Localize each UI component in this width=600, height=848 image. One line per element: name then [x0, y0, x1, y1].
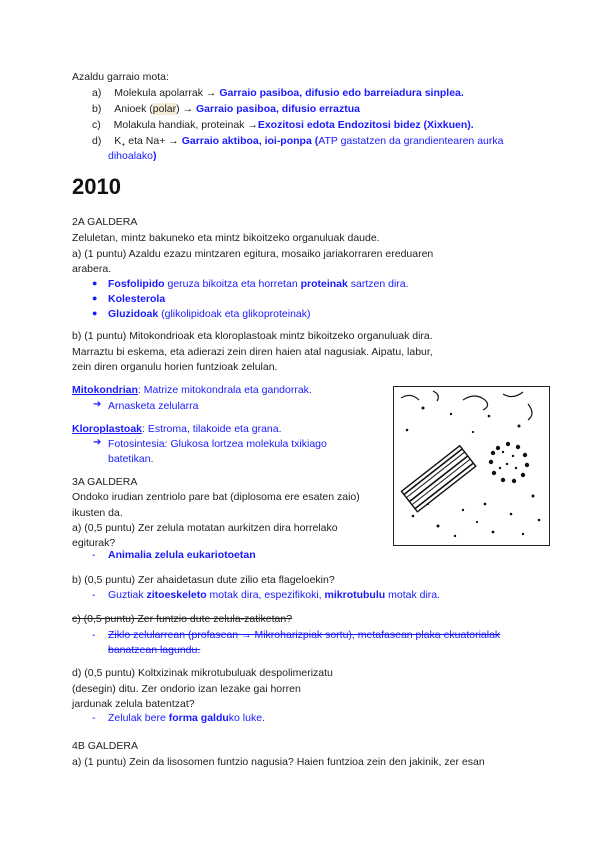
item-answer: Garraio aktiboa, ioi-ponpa (	[181, 135, 319, 147]
dash-marker: -	[92, 549, 96, 561]
bullet-text2: sartzen dira.	[347, 278, 409, 290]
q2a-b-line3: zein diren organulu horien funtzioak zelulan.	[72, 361, 278, 373]
bullet-bold2: proteinak	[300, 278, 348, 290]
kloro-title: Kloroplastoak	[72, 423, 143, 435]
bullet-text: (glikolipidoak eta glikoproteinak)	[158, 308, 311, 320]
q3a-intro1: Ondoko irudian zentriolo pare bat (diplosoma ere esaten zaio)	[72, 491, 360, 503]
item-note-cont: dihoalako	[108, 150, 153, 162]
item-close: )	[152, 150, 157, 162]
answer-bold1: zitoeskeleto	[146, 589, 207, 601]
q3a-b-question: b) (0,5 puntu) Zer ahaidetasun dute zilio eta flageloekin?	[72, 574, 335, 586]
q2a-bullet-1	[108, 278, 409, 290]
q2a-intro: Zeluletan, mintz bakuneko eta mintz bikoitzeko organuluak daude.	[72, 232, 380, 244]
item-note: ATP gastatzen da grandientearen aurka	[318, 135, 504, 147]
q2a-title: 2A GALDERA	[72, 216, 138, 228]
item-question: Anioek (	[114, 103, 153, 115]
intro-item-d-cont	[108, 150, 156, 162]
q3a-d-answer	[108, 712, 265, 724]
item-question-mid: ) →	[176, 103, 196, 115]
q2a-a-line2: arabera.	[72, 263, 112, 275]
q3a-d-line2: (desegin) ditu. Zer ondorio izan lezake gai horren	[72, 683, 301, 695]
kloro-line	[72, 423, 282, 435]
q3a-c-answer2: banatzean lagundu.	[108, 644, 201, 656]
q3a-a-line2: egiturak?	[72, 537, 116, 549]
answer-pre: Zelulak bere	[108, 712, 169, 724]
item-question-k: K	[114, 135, 122, 147]
answer-end: ko luke.	[228, 712, 265, 724]
answer-end: motak dira.	[385, 589, 441, 601]
q3a-b-answer	[108, 589, 440, 601]
item-marker: b)	[92, 103, 102, 115]
q2a-b-line2: Marraztu bi eskema, eta adierazi zein diren haien atal nagusiak. Aipatu, labur,	[72, 346, 433, 358]
item-marker: d)	[92, 135, 102, 147]
bullet-icon: ●	[92, 308, 98, 318]
item-question: Molekula apolarrak →	[114, 87, 220, 99]
dash-marker: -	[92, 712, 96, 724]
q3a-d-line1: d) (0,5 puntu) Koltxizinak mikrotubuluak despolimerizatu	[72, 667, 333, 679]
q2a-bullet-3	[108, 308, 311, 320]
highlighted-word: polar	[152, 103, 177, 115]
q3a-a-answer: Animalia zelula eukariotoetan	[108, 549, 256, 561]
item-answer: Exozitosi edota Endozitosi bidez (Xixkuen).	[257, 119, 474, 131]
arrow-right-icon: ➔	[93, 437, 102, 448]
q4b-a-line: a) (1 puntu) Zein da lisosomen funtzio nagusia? Haien funtzioa zein den jakinik, zer esan	[72, 756, 485, 768]
bullet-icon: ●	[92, 293, 98, 303]
mito-line	[72, 384, 312, 396]
intro-item-a	[92, 87, 464, 99]
arrow-right-icon: ➔	[93, 399, 102, 410]
q2a-b-line1: b) (1 puntu) Mitokondrioak eta kloroplastoak mintz bikoitzeko organuluak dira.	[72, 330, 433, 342]
mito-func: Arnasketa zelularra	[108, 400, 199, 412]
item-subscript: +	[121, 142, 126, 150]
bullet-icon: ●	[92, 278, 98, 288]
q3a-a-line1: a) (0,5 puntu) Zer zelula motatan aurkitzen dira horrelako	[72, 522, 338, 534]
intro-item-d	[92, 135, 503, 149]
q3a-intro2: ikusten da.	[72, 507, 123, 519]
mito-desc: : Matrize mitokondrala eta gandorrak.	[137, 384, 312, 396]
q2a-bullet-2	[108, 293, 165, 305]
mito-title: Mitokondrian	[72, 384, 138, 396]
answer-pre: Guztiak	[108, 589, 147, 601]
item-question: eta Na+ →	[125, 135, 182, 147]
kloro-desc: : Estroma, tilakoide eta grana.	[142, 423, 282, 435]
intro-item-b	[92, 103, 360, 115]
q3a-c-answer1: Ziklo zelularrean (profasean → Mikroharizpiak sortu), metafasean plaka ekuatorialak	[108, 629, 501, 641]
dash-marker: -	[92, 589, 96, 601]
answer-mid: motak dira, espezifikoki,	[206, 589, 325, 601]
intro-item-c	[92, 119, 474, 131]
bullet-bold: Kolesterola	[108, 293, 166, 305]
item-answer: Garraio pasiboa, difusio edo barreiadura sinplea.	[219, 87, 464, 99]
item-marker: c)	[92, 119, 101, 131]
bullet-text: geruza bikoitza eta horretan	[164, 278, 301, 290]
q2a-a-line1: a) (1 puntu) Azaldu ezazu mintzaren egitura, mosaiko jariakorraren ereduaren	[72, 248, 434, 260]
intro-heading: Azaldu garraio mota:	[72, 71, 169, 83]
kloro-func1: Fotosintesia: Glukosa lortzea molekula txikiago	[108, 438, 327, 450]
q3a-c-question: c) (0,5 puntu) Zer funtzio dute zelula-zatiketan?	[72, 613, 293, 625]
answer-bold: forma galdu	[168, 712, 229, 724]
item-answer: Garraio pasiboa, difusio erraztua	[196, 103, 360, 115]
centriole-micrograph	[393, 386, 550, 546]
q3a-title: 3A GALDERA	[72, 476, 138, 488]
q4b-title: 4B GALDERA	[72, 740, 138, 752]
q3a-d-line3: jardunak zelula batentzat?	[72, 698, 195, 710]
item-question: Molakula handiak, proteinak →	[113, 119, 258, 131]
answer-bold2: mikrotubulu	[324, 589, 386, 601]
year-heading: 2010	[72, 174, 121, 199]
dash-marker: -	[92, 629, 96, 641]
kloro-func2: batetikan.	[108, 453, 154, 465]
item-marker: a)	[92, 87, 102, 99]
bullet-bold: Fosfolipido	[108, 278, 165, 290]
bullet-bold: Gluzidoak	[108, 308, 159, 320]
